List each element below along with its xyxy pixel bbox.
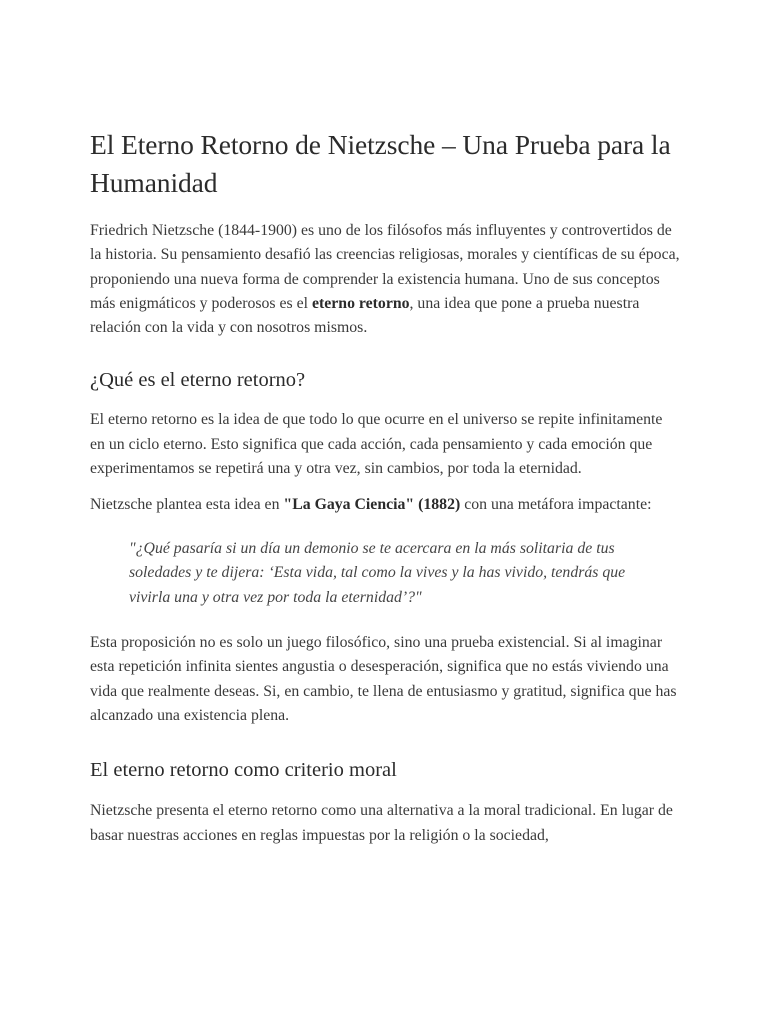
intro-bold-term: eterno retorno (312, 294, 410, 312)
article-title: El Eterno Retorno de Nietzsche – Una Prueba para la Humanidad (90, 129, 671, 198)
book-title: "La Gaya Ciencia" (283, 496, 415, 514)
section1-paragraph-3: Esta proposición no es solo un juego filosófico, sino una prueba existencial. Si al imaginar esta repetición infinita sientes angustia o desesperación, significa que no estás viviendo una vida que realmente deseas. Si, en cambio, te llena de entusiasmo y gratitud, significa que has alcanzado una existencia plena. (90, 634, 677, 725)
intro-paragraph (90, 219, 680, 340)
p2-text-start: Nietzsche plantea esta idea en (90, 496, 284, 514)
section1-heading: ¿Qué es el eterno retorno? (90, 369, 306, 392)
section2-heading: El eterno retorno como criterio moral (90, 759, 397, 782)
intro-text-end: , una idea que pone a prueba nuestra relación con la vida y con nosotros mismos. (90, 294, 640, 337)
section1-paragraph-2 (90, 493, 680, 517)
section2-paragraph-1: Nietzsche presenta el eterno retorno como una alternativa a la moral tradicional. En lugar de basar nuestras acciones en reglas impuestas por la religión o la sociedad, (90, 802, 673, 844)
section1-paragraph-1: El eterno retorno es la idea de que todo lo que ocurre en el universo se repite infinitamente en un ciclo eterno. Esto significa que cada acción, cada pensamiento y cada emoción que experimentamos se repetirá una y otra vez, sin cambios, por toda la eternidad. (90, 411, 663, 478)
article (90, 126, 680, 848)
p2-text-end: con una metáfora impactante: (460, 496, 652, 514)
intro-text-start: Friedrich Nietzsche (1844-1900) es uno de los filósofos más influyentes y controvertidos de la historia. Su pensamiento desafió las creencias religiosas, morales y científicas de su época, proponiendo una nueva forma de comprender la existencia humana. Uno de sus conceptos más enigmáticos y poderosos es el (90, 222, 680, 312)
nietzsche-quote: "¿Qué pasaría si un día un demonio se te acercara en la más solitaria de tus soledades y te dijera: ‘Esta vida, tal como la vives y la has vivido, tendrás que vivirla una y otra vez por toda la eternidad’?" (129, 539, 626, 606)
book-year: (1882) (418, 496, 461, 514)
